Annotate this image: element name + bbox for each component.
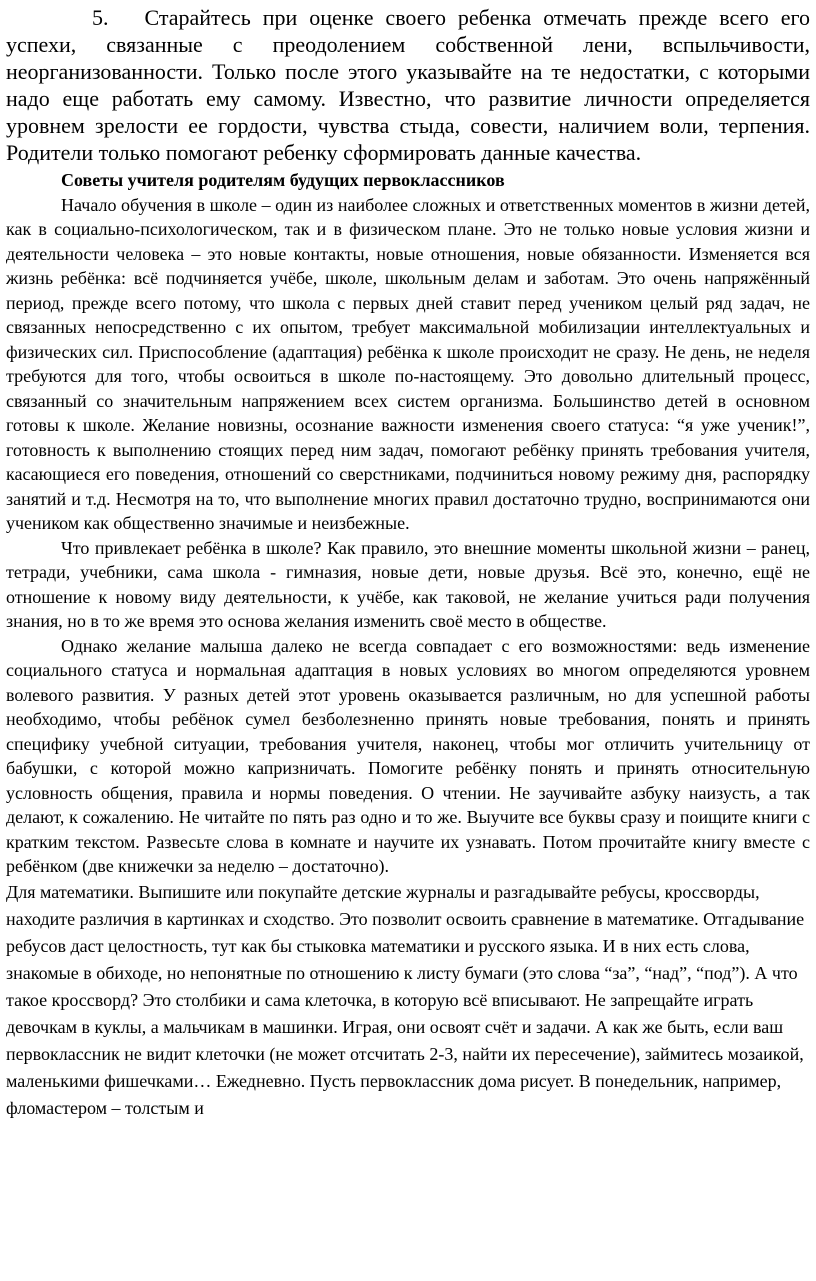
list-item-text: Старайтесь при оценке своего ребенка отмечать прежде всего его успехи, связанные с преодолением собственной лени, вспыльчивости, неорганизованности. Только после этого указывайте на те недостатки, с которыми надо еще работать ему самому. Известно, что развитие личности определяется уровнем зрелости ее гордости, чувства стыда, совести, наличием воли, терпения. Родители только помогают ребенку сформировать данные качества. <box>6 5 811 165</box>
list-item-number: 5. <box>92 5 109 30</box>
paragraph-school-attraction: Что привлекает ребёнка в школе? Как правило, это внешние моменты школьной жизни – ранец, тетради, учебники, сама школа - гимназия, новые дети, новые друзья. Всё это, конечно, ещё не отношение к новому виду деятельности, к учёбе, как таковой, не желание учиться ради получения знания, но в то же время это основа желания изменить своё место в обществе. <box>6 537 810 631</box>
paragraph-adaptation: Начало обучения в школе – один из наиболее сложных и ответственных моментов в жизни детей, как в социально-психологическом, так и в физическом плане. Это не только новые условия жизни и деятельности человека – это новые контакты, новые отношения, новые обязанности. Изменяется вся жизнь ребёнка: всё подчиняется учёбе, школе, школьным делам и заботам. Это очень напряжённый период, прежде всего потому, что школа с первых дней ставит перед учеником целый ряд задач, не связанных непосредственно с их опытом, требует максимальной мобилизации интеллектуальных и физических сил. Приспособление (адаптация) ребёнка к школе происходит не сразу. Не день, не неделя требуются для того, чтобы освоиться в школе по-настоящему. Это довольно длительный процесс, связанный со значительным напряжением всех систем организма. Большинство детей в основном готовы к школе. Желание новизны, осознание важности изменения своего статуса: “я уже ученик!”, готовность к выполнению стоящих перед ним задач, помогают ребёнку принять требования учителя, касающиеся его поведения, отношений со сверстниками, подчиниться новому режиму дня, распорядку занятий и т.д. Несмотря на то, что выполнение многих правил достаточно трудно, воспринимаются они учеником как общественно значимые и неизбежные. <box>6 194 810 533</box>
paragraph-mathematics: Для математики. Выпишите или покупайте детские журналы и разгадывайте ребусы, кроссворды, находите различия в картинках и сходство. Это позволит освоить сравнение в математике. Отгадывание ребусов даст целостность, тут как бы стыковка математики и русского языка. И в них есть слова, знакомые в обиходе, но непонятные по отношению к листу бумаги (это слова “за”, “над”, “под”). А что такое кроссворд? Это столбики и сама клеточка, в которую всё вписывают. Не запрещайте играть девочкам в куклы, а мальчикам в машинки. Играя, они освоят счёт и задачи. А как же быть, если ваш первоклассник не видит клеточки (не может отсчитать 2-3, найти их пересечение), займитесь мозаикой, маленькими фишечками… Ежедневно. Пусть первоклассник дома рисует. В понедельник, например, фломастером – толстым и <box>6 881 805 1118</box>
section-heading: Советы учителя родителям будущих первоклассников <box>61 170 505 190</box>
list-item-5 <box>6 4 810 166</box>
paragraph-willpower-reading: Однако желание малыша далеко не всегда совпадает с его возможностями: ведь изменение социального статуса и нормальная адаптация в новых условиях во многом определяются уровнем волевого развития. У разных детей этот уровень оказывается различным, но для успешной работы необходимо, чтобы ребёнок сумел безболезненно принять новые требования, понять и принять специфику учебной ситуации, требования учителя, наконец, чтобы мог отличить учительницу от бабушки, с которой можно капризничать. Помогите ребёнку понять и принять относительную условность общения, правила и нормы поведения. О чтении. Не заучивайте азбуку наизусть, а так делают, к сожалению. Не читайте по пять раз одно и то же. Выучите все буквы сразу и поищите книги с кратким текстом. Развесьте слова в комнате и научите их узнавать. Потом прочитайте книгу вместе с ребёнком (две книжечки за неделю – достаточно). <box>6 635 810 876</box>
